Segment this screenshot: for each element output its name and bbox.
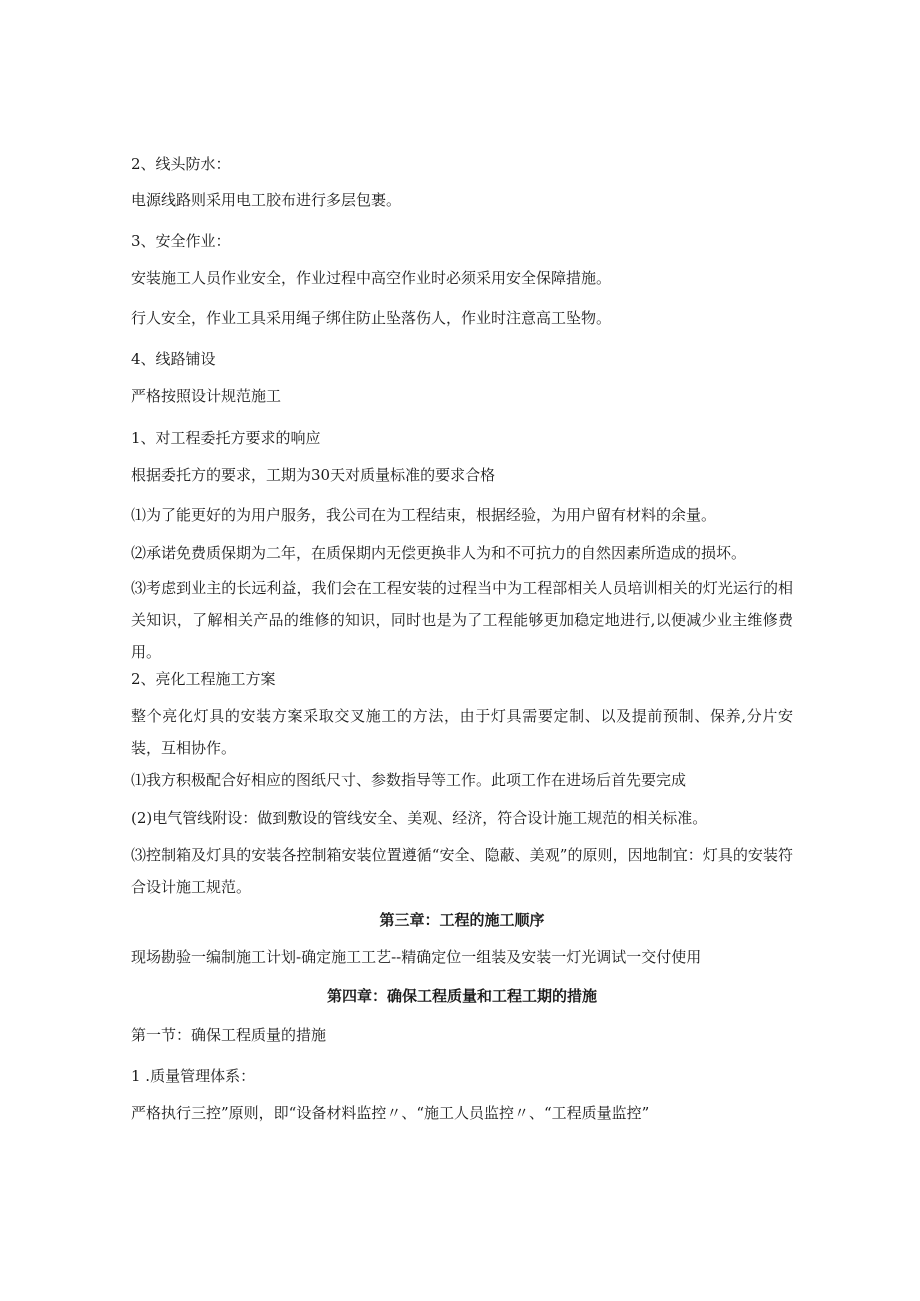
paragraph: 严格执行三控”原则，即“设备材料监控〃、“施工人员监控〃、“工程质量监控”: [131, 1104, 650, 1122]
section-title: 第一节：确保工程质量的措施: [131, 1026, 327, 1044]
paragraph: 严格按照设计规范施工: [131, 387, 282, 405]
list-item: ⑶控制箱及灯具的安装各控制箱安装位置遵循“安全、隐蔽、美观”的原则，因地制宜：灯具的安装符合设计施工规范。: [131, 846, 793, 896]
list-item: ⑴为了能更好的为用户服务，我公司在为工程结束，根据经验，为用户留有材料的余量。: [131, 506, 717, 524]
list-item: ⑵承诺免费质保期为二年，在质保期内无偿更换非人为和不可抗力的自然因素所造成的损坏。: [131, 544, 747, 562]
section-heading-quality-system: 1 .质量管理体系：: [131, 1067, 256, 1085]
list-item: ⑴我方积极配合好相应的图纸尺寸、参数指导等工作。此项工作在进场后首先要完成: [131, 771, 687, 789]
list-item: ⑶考虑到业主的长远利益，我们会在工程安装的过程当中为工程部相关人员培训相关的灯光运行的相关知识，了解相关产品的维修的知识，同时也是为了工程能够更加稳定地进行,以便减少业主维修费用。: [131, 579, 793, 661]
paragraph: 现场勘验一编制施工计划-确定施工工艺--精确定位一组装及安装一灯光调试一交付使用: [131, 948, 702, 966]
paragraph: 电源线路则采用电工胶布进行多层包裹。: [131, 191, 402, 209]
section-heading-lighting-plan: 2、亮化工程施工方案: [131, 670, 276, 688]
section-heading-wire-waterproof: 2、线头防水：: [131, 155, 231, 173]
paragraph: 整个亮化灯具的安装方案采取交叉施工的方法，由于灯具需要定制、以及提前预制、保养,分片安装，互相协作。: [131, 707, 793, 757]
section-heading-client-response: 1、对工程委托方要求的响应: [131, 429, 321, 447]
chapter-heading-3: 第三章：工程的施工顺序: [379, 911, 545, 929]
list-item: (2)电气管线附设：做到敷设的管线安全、美观、经济，符合设计施工规范的相关标准。: [131, 809, 708, 827]
paragraph: 安装施工人员作业安全，作业过程中高空作业时必须采用安全保障措施。: [131, 269, 612, 287]
section-heading-wiring: 4、线路铺设: [131, 350, 216, 368]
paragraph: 根据委托方的要求，工期为30天对质量标准的要求合格: [131, 466, 496, 484]
section-heading-safe-operation: 3、安全作业：: [131, 232, 231, 250]
chapter-heading-4: 第四章：确保工程质量和工程工期的措施: [326, 987, 597, 1005]
paragraph: 行人安全，作业工具采用绳子绑住防止坠落伤人，作业时注意高工坠物。: [131, 309, 612, 327]
